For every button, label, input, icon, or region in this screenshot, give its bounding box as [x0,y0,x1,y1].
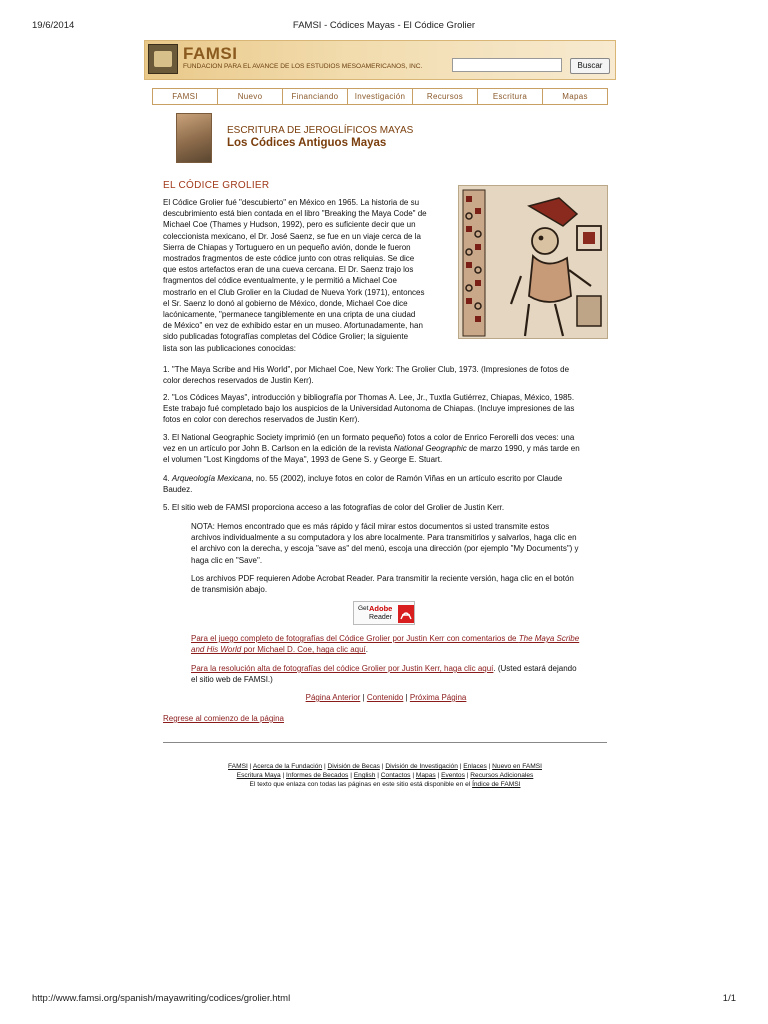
intro-line: sido publicadas fotografías completas del Códice Grolier; la siguiente [163,332,409,342]
note-line: NOTA: Hemos encontrado que es más rápido y fácil mirar estos documentos si usted transmite estos [191,522,550,531]
intro-line: Michael Coe (Thames y Hudson, 1992), pero es suficiente decir que un [163,220,416,230]
intro-line: coleccionista mexicano, el Dr. José Saenz, se fue en un viaje cerca de la [163,231,421,241]
full-photo-set-link[interactable]: Para el juego completo de fotografías del Códice Grolier por Justin Kerr con comentarios de The Maya Scribe [191,634,580,643]
footer-link[interactable]: Nuevo en FAMSI [492,763,542,770]
nav-recursos[interactable]: Recursos [413,89,478,104]
back-to-top-link[interactable]: Regrese al comienzo de la página [163,714,284,723]
footer-link[interactable]: Recursos Adicionales [470,772,534,779]
intro-line: descubrimiento está bien contada en el libro "Breaking the Maya Code" de [163,209,427,219]
full-photo-set-line: and His World por Michael D. Coe, haga clic aquí. [191,645,368,655]
note-line: archivos individualmente a su computadora y los abre localmente. Para transmitirlos y salvarlos, haga clic en [191,533,577,543]
footer-link[interactable]: Informes de Becados [286,772,349,779]
footer-link[interactable]: English [353,772,376,779]
publication-5: 5. El sitio web de FAMSI proporciona acceso a las fotografías de color del Grolier de Justin Kerr. [163,503,505,512]
publication-1-line: color derechos reservados de Justin Kerr). [163,376,314,386]
intro-line: mostrarlo en el Club Grolier en la Ciudad de Nueva York (1971), entonces [163,287,425,297]
famsi-logo-icon [148,44,178,74]
download-note [191,521,611,566]
section-label: ESCRITURA DE JEROGLÍFICOS MAYAS [227,125,414,136]
famsi-subtitle: FUNDACION PARA EL AVANCE DE LOS ESTUDIOS MESOAMERICANOS, INC. [183,63,423,70]
footer-note: El texto que enlaza con todas las páginas en este sitio está disponible en el Índice de FAMSI [249,781,521,788]
intro-line: de México" en vez de exhibido estar en un museo. Afortunadamente, han [163,321,423,331]
footer-links-row-1: FAMSI | Acerca de la Fundación | División de Becas | División de Investigación | Enlaces | Nuevo en FAMSI [228,763,542,770]
nav-famsi[interactable]: FAMSI [153,89,218,104]
nav-nuevo[interactable]: Nuevo [218,89,283,104]
publication-2-line: fotos en color con derechos reservados de Justin Kerr). [163,415,360,425]
footer-link[interactable]: División de Becas [327,763,380,770]
full-photo-set-link-cont[interactable]: and His World por Michael D. Coe, haga clic aquí [191,645,366,655]
note-line: el archivo con la derecha, y escoja "save as" del menú, escoja una dirección (por ejemplo "My Documents") y [191,544,579,554]
page-heading: EL CÓDICE GROLIER [163,180,270,191]
footer-link[interactable]: Mapas [415,772,436,779]
full-photo-set-line [191,633,611,644]
publication-3-line: 3. El National Geographic Society imprimió (en un formato pequeño) fotos a color de Enrico Ferorelli dos veces: una [163,433,575,442]
pdf-note-line: de transmisión abajo. [191,585,268,595]
publication-4 [163,473,609,495]
high-res-line: el sitio web de FAMSI.) [191,675,273,685]
get-adobe-reader-button[interactable] [353,601,415,625]
footer-divider [163,742,607,743]
intro-line: el Sr. Saenz lo donó al gobierno de México, donde, Michael Coe dice [163,298,408,308]
publication-4-line: 4. Arqueología Mexicana, no. 55 (2002), incluye fotos en color de Ramón Viñas en un artículo escrito por Claude [163,474,563,483]
publication-3 [163,432,609,466]
footer-link[interactable]: Eventos [441,772,465,779]
print-url: http://www.famsi.org/spanish/mayawriting/codices/grolier.html [32,993,291,1004]
intro-line: mostrados fragmentos de este códice junto con otras reliquias. Se dice [163,254,415,264]
footer-link[interactable]: Acerca de la Fundación [252,763,323,770]
high-res-link-block [191,663,611,685]
nav-escritura[interactable]: Escritura [478,89,543,104]
footer-link[interactable]: Contactos [380,772,411,779]
section-title: Los Códices Antiguos Mayas [227,137,387,149]
search-input[interactable] [452,58,562,72]
publication-4-line: Baudez. [163,485,193,495]
note-line: haga clic en "Save". [191,555,263,565]
intro-paragraph [163,197,448,354]
intro-line: Sierra de Chiapas y Tortuguero en un pequeño avión, donde le fueron [163,242,411,252]
full-photo-set-link-block [191,633,611,655]
footer-link[interactable]: Escritura Maya [236,772,281,779]
grolier-codex-image [458,185,608,339]
main-nav [152,88,608,105]
reader-badge-reader: Reader [369,614,392,621]
footer-link[interactable]: FAMSI [228,763,248,770]
pager-separator: | [362,693,365,702]
reader-badge-adobe: Adobe [369,604,393,613]
reader-badge-get: Get [358,605,369,612]
print-page-number: 1/1 [722,993,736,1004]
print-date: 19/6/2014 [32,20,75,31]
famsi-logo-text: FAMSI [183,44,238,63]
back-to-top-block [163,713,284,724]
publication-2 [163,392,609,426]
nav-investigacion[interactable]: Investigación [348,89,413,104]
footer-links-row-2: Escritura Maya | Informes de Becados | English | Contactos | Mapas | Eventos | Recursos Adicionales [236,772,534,779]
publication-3-line: vez en un artículo por John B. Carlson en la edición de la revista National Geographic de marzo 1990, y más tarde en [163,444,580,454]
famsi-index-link[interactable]: Índice de FAMSI [472,781,521,788]
search-button[interactable]: Buscar [570,58,610,74]
pdf-note [191,573,611,595]
intro-line: El Códice Grolier fué "descubierto" en México en 1965. La historia de su [163,198,420,207]
scribe-figure-image [176,113,212,163]
nav-mapas[interactable]: Mapas [562,92,588,101]
intro-line: fragmentos del códice eventualmente, y le permitió a Michael Coe [163,276,397,286]
publication-1 [163,364,609,386]
footer-link[interactable]: Enlaces [463,763,487,770]
next-page-link[interactable]: Próxima Página [409,693,467,702]
publication-1-line: 1. "The Maya Scribe and His World", por Michael Coe, New York: The Grolier Club, 1973. (Impresiones de fotos de [163,365,570,374]
pager [163,692,609,703]
publication-2-line: Este trabajo fué completado bajo los auspicios de la Universidad Autonoma de Chiapas. (Incluye impresiones de las [163,404,575,414]
intro-line: que estos artefactos eran de una cueva cercana. El Dr. Saenz trajo los [163,265,414,275]
adobe-reader-icon [398,605,414,623]
print-title: FAMSI - Códices Mayas - El Códice Grolier [292,20,476,31]
intro-line: lacónicamente, "permanece tangiblemente en una cripta de una ciudad [163,310,416,320]
contents-link[interactable]: Contenido [366,693,404,702]
nav-financiando[interactable]: Financiando [283,89,348,104]
pdf-note-line: Los archivos PDF requieren Adobe Acrobat Reader. Para transmitir la reciente versión, haga clic en el botón [191,574,574,583]
pager-separator: | [405,693,408,702]
high-res-photos-link[interactable]: Para la resolución alta de fotografías del códice Grolier por Justin Kerr, haga clic aquí [191,664,494,673]
publication-3-line: el volumen "Lost Kingdoms of the Maya", 1993 de Gene S. y George E. Stuart. [163,455,443,465]
footer-link[interactable]: División de Investigación [385,763,458,770]
intro-line: lista son las publicaciones conocidas: [163,343,296,353]
prev-page-link[interactable]: Página Anterior [305,693,361,702]
publication-2-line: 2. "Los Códices Mayas", introducción y bibliografía por Thomas A. Lee, Jr., Tuxtla Gutiérrez, Chiapas, México, 1985. [163,393,575,402]
high-res-line: Para la resolución alta de fotografías del códice Grolier por Justin Kerr, haga clic aquí. (Usted estará dejando [191,664,577,673]
